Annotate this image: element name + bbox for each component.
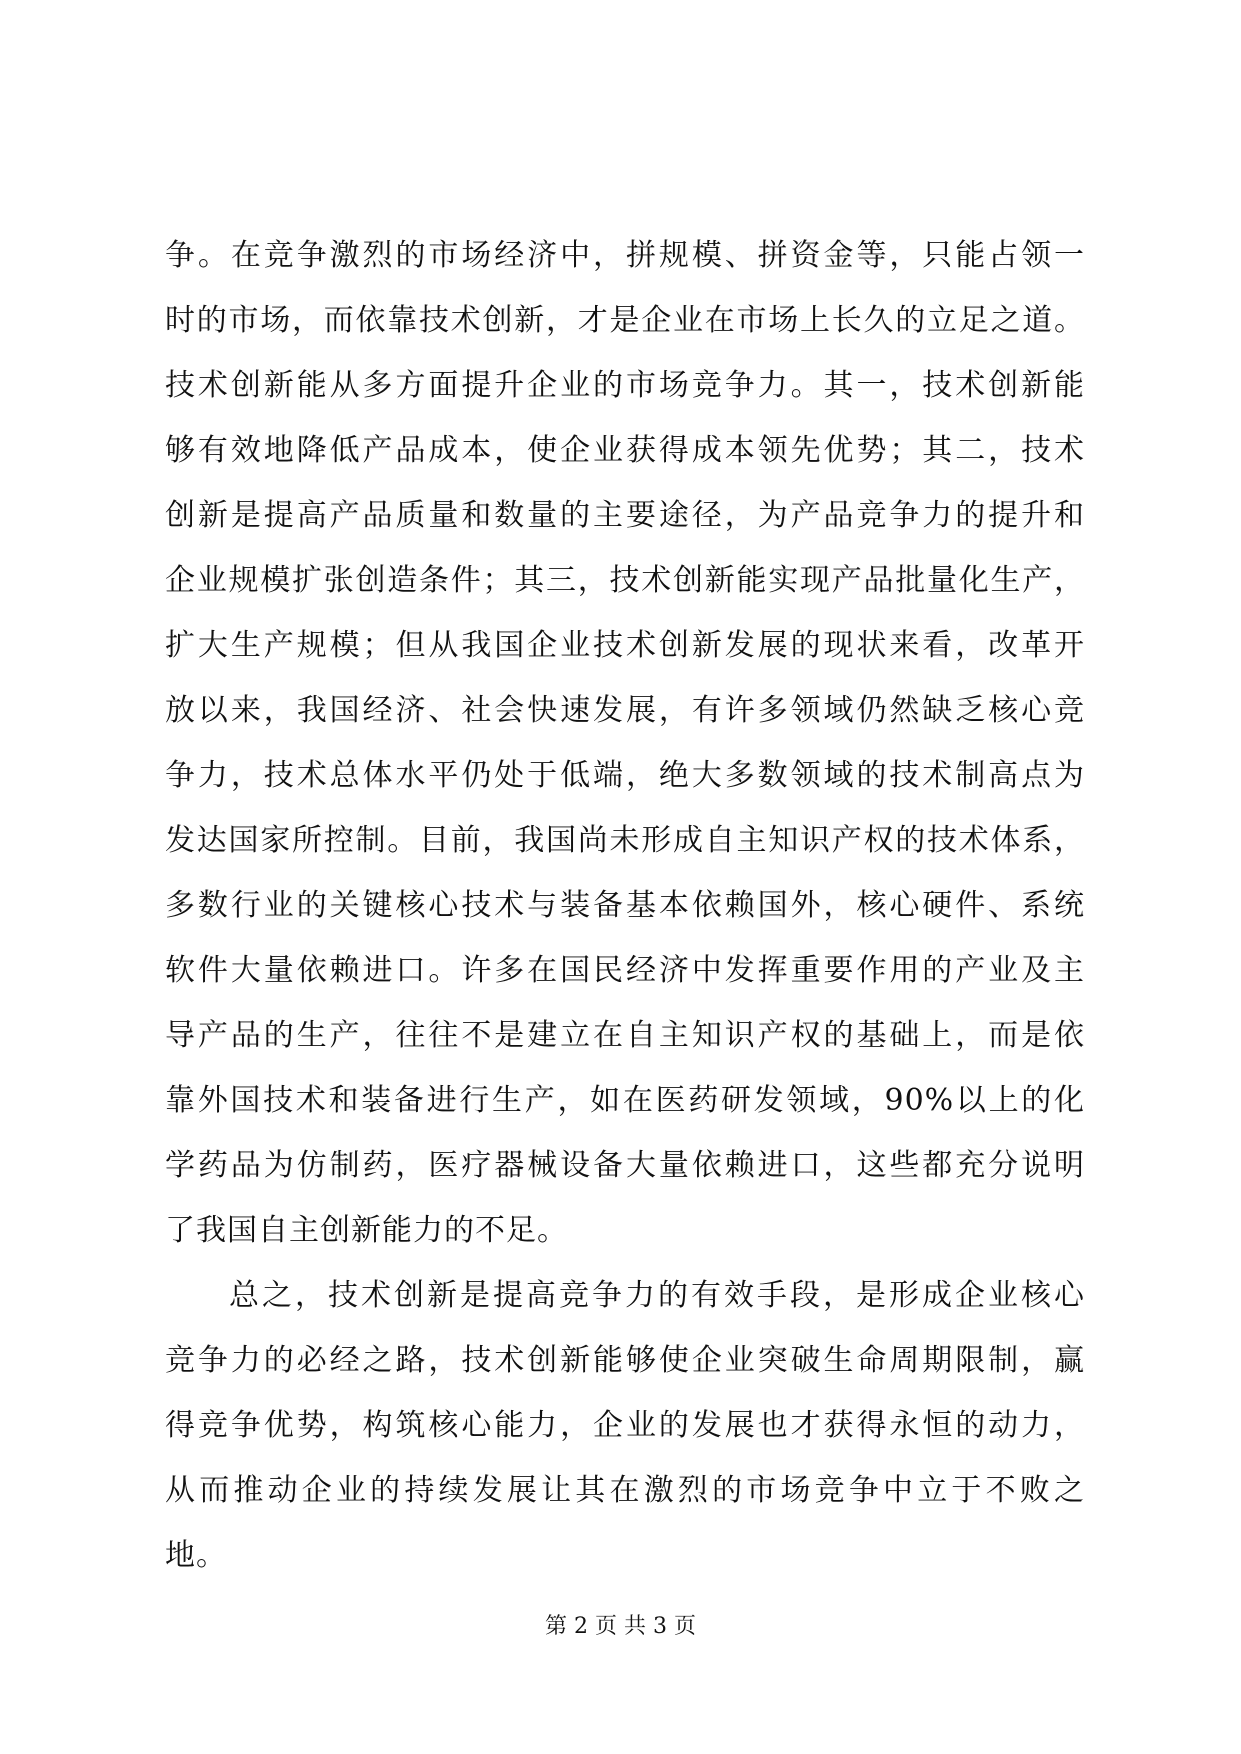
text-line: 软件大量依赖进口。许多在国民经济中发挥重要作用的产业及主 bbox=[165, 953, 1085, 988]
text-line: 从而推动企业的持续发展让其在激烈的市场竞争中立于不败之 bbox=[165, 1473, 1085, 1508]
text-line: 够有效地降低产品成本，使企业获得成本领先优势；其二，技术 bbox=[165, 433, 1085, 468]
document-body bbox=[165, 223, 1085, 1588]
page-number: 第 2 页 共 3 页 bbox=[545, 1614, 696, 1639]
text-line: 创新是提高产品质量和数量的主要途径，为产品竞争力的提升和 bbox=[165, 498, 1085, 533]
text-line: 争。在竞争激烈的市场经济中，拼规模、拼资金等，只能占领一 bbox=[165, 238, 1085, 273]
text-line: 企业规模扩张创造条件；其三，技术创新能实现产品批量化生产， bbox=[165, 563, 1085, 598]
text-line: 竞争力的必经之路，技术创新能够使企业突破生命周期限制，赢 bbox=[165, 1343, 1085, 1378]
text-line: 靠外国技术和装备进行生产，如在医药研发领域，90%以上的化 bbox=[165, 1083, 1085, 1118]
text-line: 了我国自主创新能力的不足。 bbox=[165, 1213, 568, 1248]
text-line: 发达国家所控制。目前，我国尚未形成自主知识产权的技术体系， bbox=[165, 823, 1085, 858]
text-line: 时的市场，而依靠技术创新，才是企业在市场上长久的立足之道。 bbox=[165, 303, 1085, 338]
text-line: 多数行业的关键核心技术与装备基本依赖国外，核心硬件、系统 bbox=[165, 888, 1085, 923]
text-line: 技术创新能从多方面提升企业的市场竞争力。其一，技术创新能 bbox=[165, 368, 1085, 403]
text-line: 争力，技术总体水平仍处于低端，绝大多数领域的技术制高点为 bbox=[165, 758, 1085, 793]
text-line: 扩大生产规模；但从我国企业技术创新发展的现状来看，改革开 bbox=[165, 628, 1085, 663]
paragraph-2 bbox=[165, 1263, 1085, 1588]
text-line: 总之，技术创新是提高竞争力的有效手段，是形成企业核心 bbox=[229, 1278, 1085, 1313]
text-line: 导产品的生产，往往不是建立在自主知识产权的基础上，而是依 bbox=[165, 1018, 1085, 1053]
paragraph-1 bbox=[165, 223, 1085, 1263]
text-line: 放以来，我国经济、社会快速发展，有许多领域仍然缺乏核心竞 bbox=[165, 693, 1085, 728]
text-line: 地。 bbox=[165, 1538, 227, 1573]
text-line: 学药品为仿制药，医疗器械设备大量依赖进口，这些都充分说明 bbox=[165, 1148, 1085, 1183]
text-line: 得竞争优势，构筑核心能力，企业的发展也才获得永恒的动力， bbox=[165, 1408, 1085, 1443]
